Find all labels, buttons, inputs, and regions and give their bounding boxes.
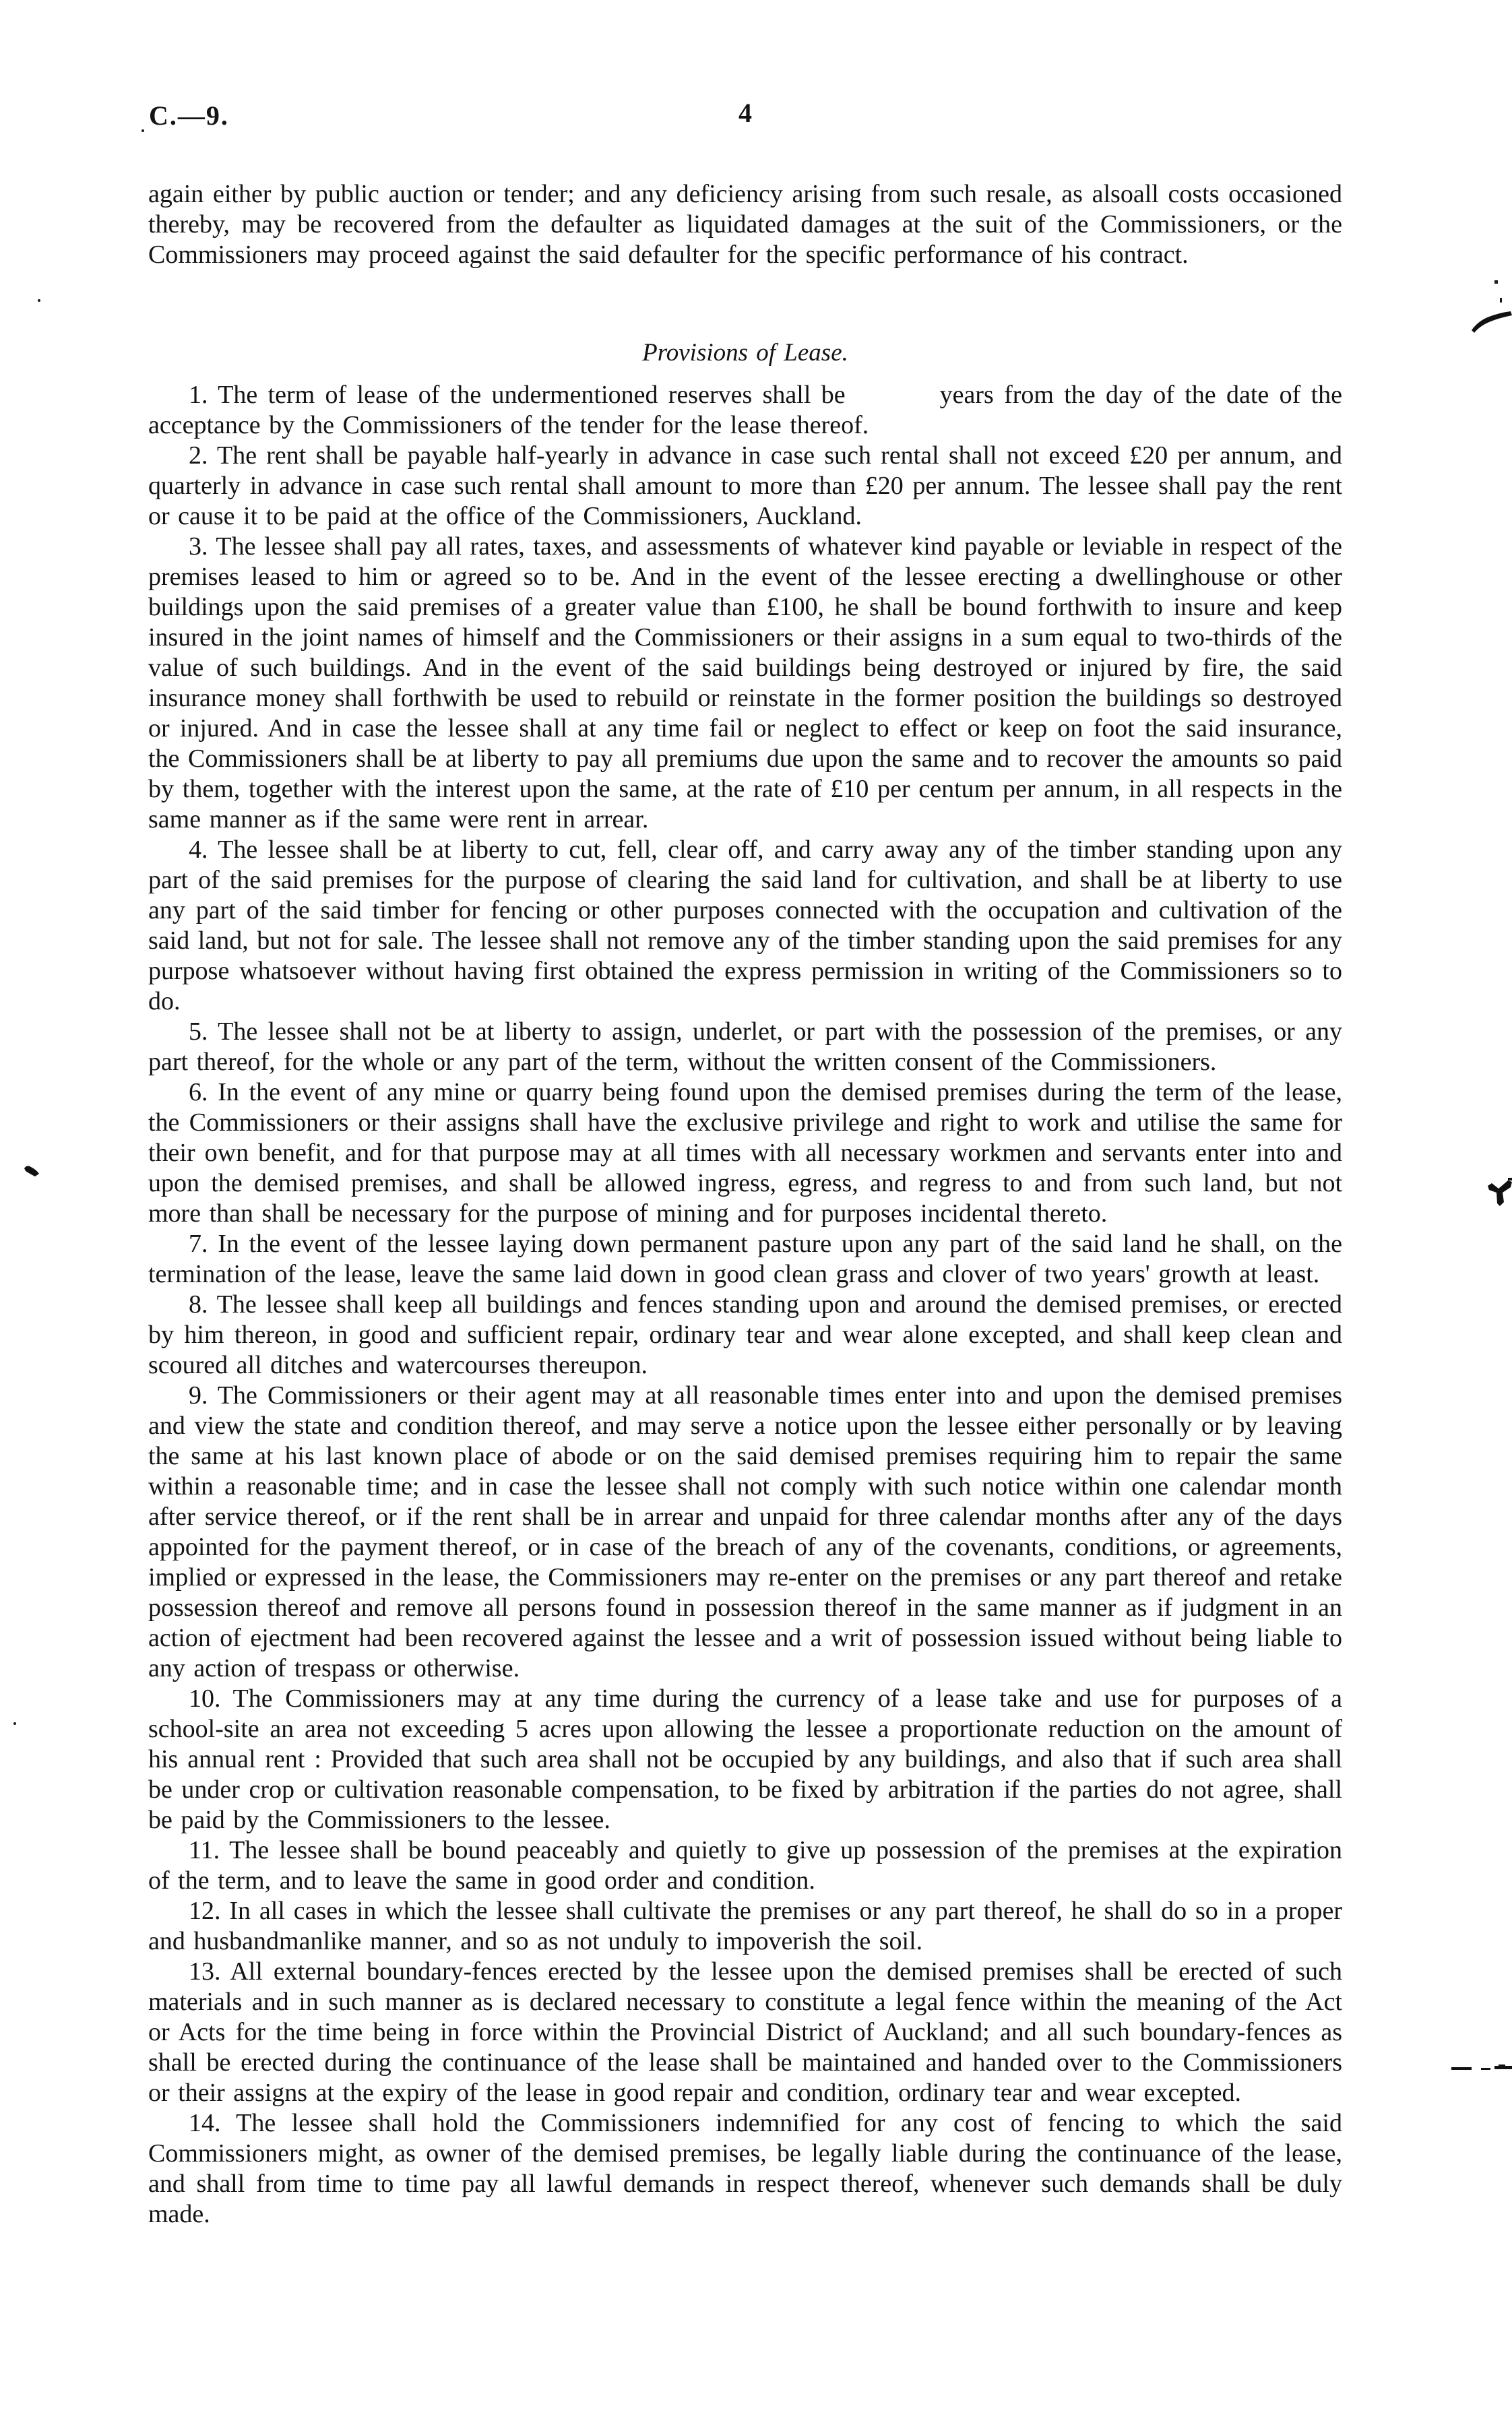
clause-text: The lessee shall not be at liberty to assign, underlet, or part with the possession of the premises, or any part thereof, for the whole or any part of the term, without the written consent of the Commissioners. <box>148 1017 1342 1076</box>
clause-number: 3. <box>189 532 208 561</box>
clause-text: In all cases in which the lessee shall cultivate the premises or any part thereof, he shall do so in a proper and husbandmanlike manner, and so as not unduly to impoverish the soil. <box>148 1897 1343 1955</box>
clause-text: The Commissioners may at any time during the currency of a lease take and use for purposes of a school-site an area not exceeding 5 acres upon allowing the lessee a proportionate reduction on the amount of his annual rent : Provided that such area shall not be occupied by any buildings, and also that if such area shall be under crop or cultivation reasonable compensation, to be fixed by arbitration if the parties do not agree, shall be paid by the Commissioners to the lessee. <box>148 1684 1342 1834</box>
clause-number: 7. <box>189 1230 208 1258</box>
clause-7 <box>148 1229 1342 1290</box>
clause-number: 9. <box>189 1381 208 1410</box>
clause-text: The lessee shall keep all buildings and fences standing upon and around the demised premises, or erected by him thereon, in good and sufficient repair, ordinary tear and wear alone excepted, and shall keep clean and scoured all ditches and watercourses thereupon. <box>148 1290 1342 1379</box>
ink-blot-mark <box>1488 1178 1512 1207</box>
clause-5 <box>148 1017 1342 1077</box>
clause-text: In the event of any mine or quarry being found upon the demised premises during the term of the lease, the Commissioners or their assigns shall have the exclusive privilege and right to work and utilise the same for their own benefit, and for that purpose may at all times with all necessary workmen and servants enter into and upon the demised premises, and shall be allowed ingress, egress, and regress to and from such land, but not more than shall be necessary for the purpose of mining and for purposes incidental thereto. <box>148 1078 1343 1228</box>
clause-text: All external boundary-fences erected by the lessee upon the demised premises shall be erected of such materials and in such manner as is declared necessary to constitute a legal fence within the meaning of the Act or Acts for the time being in force within the Provincial District of Auckland; and all such boundary-fences as shall be erected during the continuance of the lease shall be maintained and handed over to the Commissioners or their assigns at the expiry of the lease in good repair and condition, ordinary tear and wear excepted. <box>148 1957 1343 2107</box>
clause-6 <box>148 1077 1342 1229</box>
clause-11 <box>148 1835 1342 1896</box>
ink-swoosh-mark <box>1469 268 1512 336</box>
document-reference: C.—9. <box>149 100 229 131</box>
clause-9 <box>148 1381 1342 1684</box>
clause-text: The lessee shall pay all rates, taxes, and assessments of whatever kind payable or leviable in respect of the premises leased to him or agreed so to be. And in the event of the lessee erecting a dwellinghouse or other buildings upon the said premises of a greater value than £100, he shall be bound forthwith to insure and keep insured in the joint names of himself and the Commissioners or their assigns in a sum equal to two-thirds of the value of such buildings. And in the event of the said buildings being destroyed or injured by fire, the said insurance money shall forthwith be used to rebuild or reinstate in the former position the buildings so destroyed or injured. And in case the lessee shall at any time fail or neglect to effect or keep on foot the said insurance, the Commissioners shall be at liberty to pay all premiums due upon the same and to recover the amounts so paid by them, together with the interest upon the same, at the rate of £10 per centum per annum, in all respects in the same manner as if the same were rent in arrear. <box>148 532 1342 833</box>
margin-dashes-mark <box>1451 2062 1512 2074</box>
clause-4 <box>148 835 1342 1017</box>
clause-13 <box>148 1957 1342 2108</box>
clause-1 <box>148 380 1342 441</box>
scan-speck <box>141 129 144 132</box>
intro-paragraph: again either by public auction or tender; and any deficiency arising from such resale, as alsoall costs occasioned thereby, may be recovered from the defaulter as liquidated damages at the suit of the Commissioners, or the Commissioners may proceed against the said defaulter for the specific performance of his contract. <box>148 180 1342 269</box>
clause-number: 14. <box>189 2109 221 2137</box>
clause-number: 1. <box>189 381 208 409</box>
clause-text: years from the day of the date of the acceptance by the Commissioners of the tender for the lease thereof. <box>148 381 1343 439</box>
document-body <box>148 179 1342 2230</box>
clause-number: 11. <box>189 1836 220 1864</box>
clause-number: 6. <box>189 1078 208 1106</box>
clause-number: 8. <box>189 1290 208 1319</box>
scan-speck <box>38 299 40 302</box>
clause-number: 13. <box>189 1957 221 1986</box>
clause-12 <box>148 1896 1342 1957</box>
scan-speck <box>13 1722 16 1725</box>
page-number: 4 <box>738 98 752 128</box>
clause-number: 2. <box>189 441 208 470</box>
clause-number: 10. <box>189 1684 221 1713</box>
clause-text: The term of lease of the undermentioned reserves shall be <box>218 381 846 409</box>
clause-number: 4. <box>189 836 208 864</box>
clause-2 <box>148 441 1342 532</box>
clause-14 <box>148 2108 1342 2230</box>
clause-number: 5. <box>189 1017 208 1046</box>
ink-smudge-mark <box>23 1163 40 1176</box>
clause-10 <box>148 1684 1342 1835</box>
clause-text: The lessee shall be at liberty to cut, fell, clear off, and carry away any of the timber standing upon any part of the said premises for the purpose of clearing the said land for cultivation, and shall be at liberty to use any part of the said timber for fencing or other purposes connected with the occupation and cultivation of the said land, but not for sale. The lessee shall not remove any of the timber standing upon the said premises for any purpose whatsoever without having first obtained the express permission in writing of the Commissioners so to do. <box>148 836 1342 1015</box>
clause-text: The lessee shall hold the Commissioners indemnified for any cost of fencing to which the said Commissioners might, as owner of the demised premises, be legally liable during the continuance of the lease, and shall from time to time pay all lawful demands in respect thereof, whenever such demands shall be duly made. <box>148 2109 1342 2228</box>
clause-text: The lessee shall be bound peaceably and quietly to give up possession of the premises at the expiration of the term, and to leave the same in good order and condition. <box>148 1836 1342 1895</box>
clause-text: The rent shall be payable half-yearly in advance in case such rental shall not exceed £20 per annum, and quarterly in advance in case such rental shall amount to more than £20 per annum. The lessee shall pay the rent or cause it to be paid at the office of the Commissioners, Auckland. <box>148 441 1342 530</box>
section-heading: Provisions of Lease. <box>642 339 848 367</box>
clause-number: 12. <box>189 1897 221 1925</box>
clause-8 <box>148 1290 1342 1381</box>
clause-text: The Commissioners or their agent may at all reasonable times enter into and upon the demised premises and view the state and condition thereof, and may serve a notice upon the lessee either personally or by leaving the same at his last known place of abode or on the said demised premises requiring him to repair the same within a reasonable time; and in case the lessee shall not comply with such notice within one calendar month after service thereof, or if the rent shall be in arrear and unpaid for three calendar months after any of the days appointed for the payment thereof, or in case of the breach of any of the covenants, conditions, or agreements, implied or expressed in the lease, the Commissioners may re-enter on the premises or any part thereof and retake possession thereof and remove all persons found in possession thereof in the same manner as if judgment in an action of ejectment had been recovered against the lessee and a writ of possession issued without being liable to any action of trespass or otherwise. <box>148 1381 1342 1682</box>
clause-3 <box>148 532 1342 835</box>
clause-text: In the event of the lessee laying down permanent pasture upon any part of the said land he shall, on the termination of the lease, leave the same laid down in good clean grass and clover of two years' growth at least. <box>148 1230 1343 1288</box>
